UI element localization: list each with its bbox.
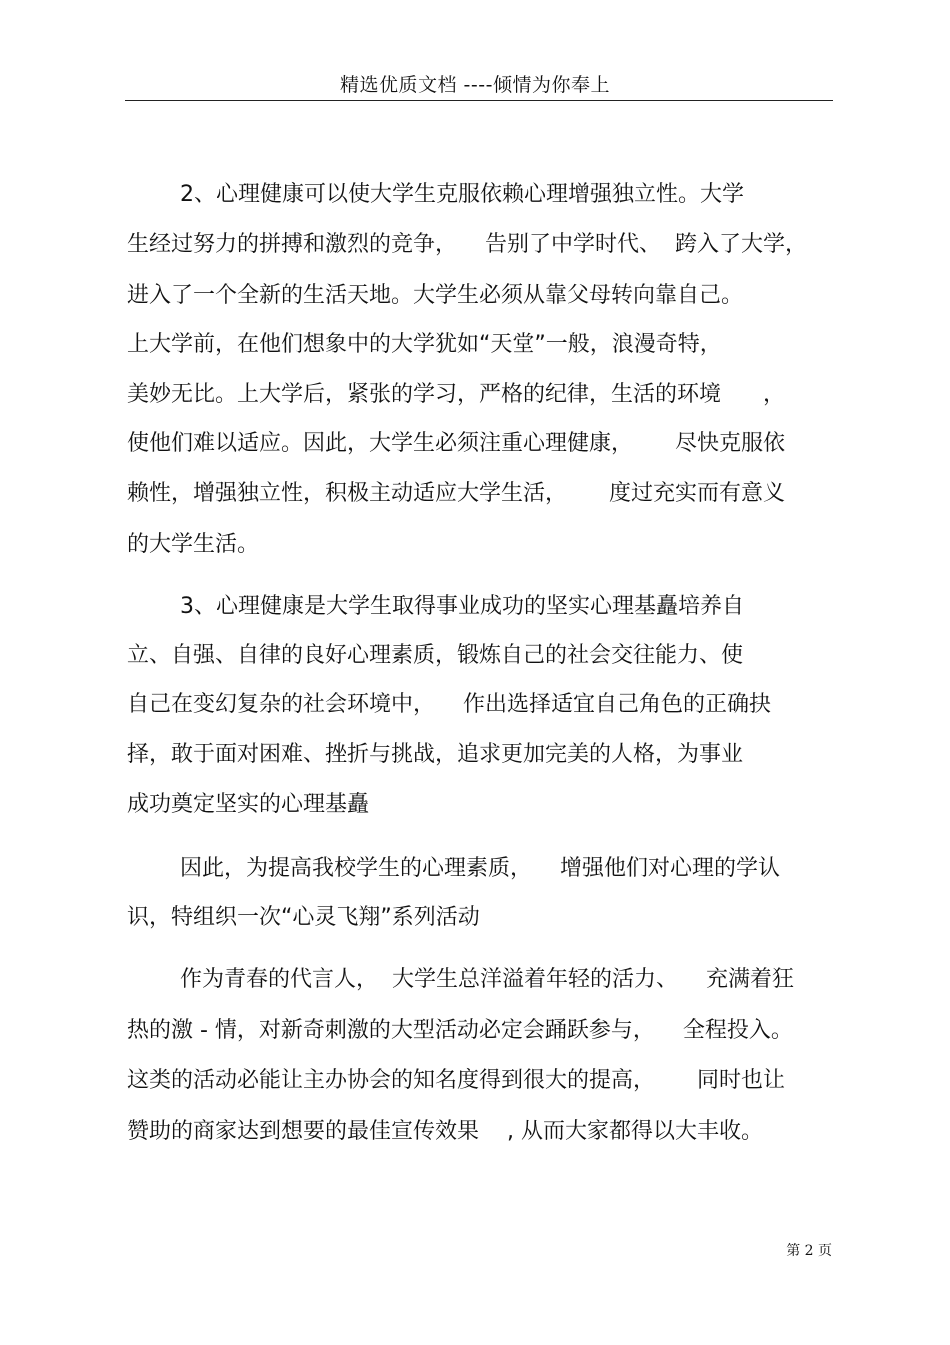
text-line: 生经过努力的拼搏和激烈的竞争， 告别了中学时代、 跨入了大学， <box>127 232 807 257</box>
text-line: 赞助的商家达到想要的最佳宣传效果 , 从而大家都得以大丰收。 <box>127 1119 763 1144</box>
text-line: 识，特组织一次“心灵飞翔”系列活动 <box>127 905 480 930</box>
text-line: 美妙无比。上大学后，紧张的学习，严格的纪律，生活的环境 ， <box>127 382 785 407</box>
text-line: 这类的活动必能让主办协会的知名度得到很大的提高， 同时也让 <box>127 1068 785 1093</box>
text-line: 的大学生活。 <box>127 532 260 557</box>
text-line: 2、心理健康可以使大学生克服依赖心理增强独立性。大学 <box>180 182 744 207</box>
text-line: 3、心理健康是大学生取得事业成功的坚实心理基矗培养自 <box>180 594 744 619</box>
text-line: 赖性，增强独立性，积极主动适应大学生活， 度过充实而有意义 <box>127 481 785 506</box>
text-line: 热的激 - 情，对新奇刺激的大型活动必定会踊跃参与， 全程投入。 <box>127 1018 793 1043</box>
text-line: 择，敢于面对困难、挫折与挑战，追求更加完美的人格，为事业 <box>127 742 744 767</box>
text-line: 上大学前，在他们想象中的大学犹如“天堂”一般，浪漫奇特， <box>127 332 722 357</box>
text-line: 使他们难以适应。因此，大学生必须注重心理健康， 尽快克服依 <box>127 431 785 456</box>
header-divider <box>125 100 833 101</box>
text-line: 因此，为提高我校学生的心理素质， 增强他们对心理的学认 <box>180 856 780 881</box>
page-number: 第 2 页 <box>786 1243 832 1259</box>
text-line: 作为青春的代言人， 大学生总洋溢着年轻的活力、 充满着狂 <box>180 967 794 992</box>
text-line: 成功奠定坚实的心理基矗 <box>127 792 370 817</box>
page-header: 精选优质文档 ----倾情为你奉上 <box>340 74 610 96</box>
text-line: 自己在变幻复杂的社会环境中， 作出选择适宜自己角色的正确抉 <box>127 692 771 717</box>
text-line: 进入了一个全新的生活天地。大学生必须从靠父母转向靠自己。 <box>127 283 744 308</box>
text-line: 立、自强、自律的良好心理素质，锻炼自己的社会交往能力、使 <box>127 643 744 668</box>
